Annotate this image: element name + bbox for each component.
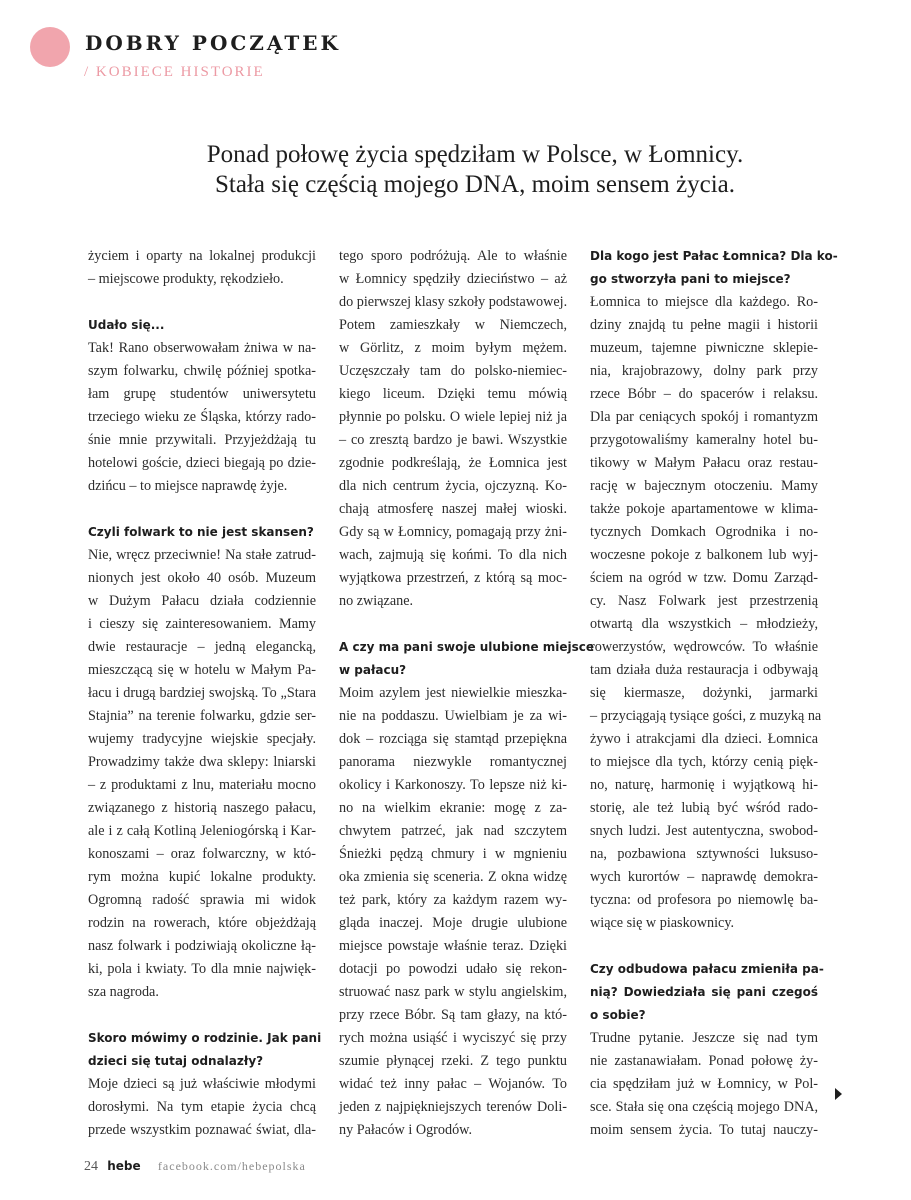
pullquote-line: Ponad połowę życia spędziłam w Polsce, w Łomnicy. (206, 141, 744, 168)
text-line: nia, krajobrazowy, dolny park przy (590, 363, 818, 379)
text-line: panorama niezwykle romantycznej (339, 754, 567, 770)
question-line: go stworzyła pani to miejsce? (590, 272, 791, 286)
article-column-1 (88, 245, 322, 1142)
text-line: oka zmienia się sceneria. Z okna widzę (339, 869, 567, 885)
text-line: Gdy są w Łomnicy, pomagają przy żni- (339, 524, 567, 540)
text-line: dwie restauracje – jedną elegancką, (88, 639, 316, 655)
text-line: Trudne pytanie. Jeszcze się nad tym (590, 1030, 818, 1046)
question-line: dzieci się tutaj odnalazły? (88, 1054, 264, 1068)
text-line: w Görlitz, z moim byłym mężem. (339, 340, 567, 356)
text-line: Moim azylem jest niewielkie mieszka- (339, 685, 567, 701)
text-line: dok – rozciąga się stamtąd przepiękna (339, 731, 567, 747)
text-line: też park, który za każdym razem wy- (339, 892, 567, 908)
text-line: tyczna: od profesora po niemowlę ba- (590, 892, 818, 908)
text-line: dotacji po powodzi udało się rekon- (339, 961, 567, 977)
text-line: rych można usiąść i wyciszyć się przy (339, 1030, 567, 1046)
text-line: żywo i atrakcjami dla dzieci. Łomnica (590, 731, 818, 747)
text-line: ny Pałaców i Ogrodów. (339, 1122, 473, 1138)
text-line: ki, pola i kwiaty. To dla mnie najwięk- (88, 961, 316, 977)
text-line: przy rzece Bóbr. Są tam głazy, na któ- (339, 1007, 567, 1023)
text-line: storię, ale też lubią być wśród rado- (590, 800, 818, 816)
text-line: Tak! Rano obserwowałam żniwa w na- (88, 340, 316, 356)
text-line: Potem zamieszkały w Niemczech, (339, 317, 567, 333)
text-line: okolicy i Karkonoszy. To lepsze niż ki- (339, 777, 567, 793)
text-line: Dla par ceniących spokój i romantyzm (590, 409, 818, 425)
text-line: do pierwszej klasy szkoły podstawowej. (339, 294, 568, 310)
text-line: rym można kupić lokalne produkty. (88, 869, 316, 885)
text-line: wych kurortów – naprawdę demokra- (590, 869, 818, 885)
text-line: Nie, wręcz przeciwnie! Na stałe zatrud- (88, 547, 316, 563)
text-line: także pokoje apartamentowe w klima- (590, 501, 818, 517)
question-line: o sobie? (590, 1008, 646, 1022)
text-line: rodzin na rowerach, które objeżdżają (88, 915, 316, 931)
text-line: tego sporo podróżują. Ale to właśnie (339, 248, 567, 264)
text-line: trzeciego wieku ze Śląska, którzy rado- (88, 409, 316, 425)
paragraph-gap (88, 1004, 316, 1027)
text-line: – z produktami z lnu, materiału mocno (88, 777, 316, 793)
question-line: Udało się... (88, 318, 165, 332)
question-line: Czyli folwark to nie jest skansen? (88, 525, 314, 539)
paragraph-gap (590, 935, 818, 958)
decorative-circle (30, 27, 70, 67)
text-line: miejsce powstaje właśnie teraz. Dzięki (339, 938, 567, 954)
text-line: dzińcu – to miejsce naprawdę żyje. (88, 478, 288, 494)
text-line: hotelowi goście, dzieci biegają po dzie- (88, 455, 316, 471)
text-line: ale i z całą Kotliną Jeleniogórską i Kar- (88, 823, 316, 839)
text-line: wujemy tradycyjne wiejskie specjały. (88, 731, 316, 747)
brand-logo: hebe (107, 1159, 141, 1173)
question-line: Skoro mówimy o rodzinie. Jak pani (88, 1031, 322, 1045)
text-line: ściem na ogród w tzw. Domu Zarząd- (590, 570, 818, 586)
text-line: łam grupę studentów uniwersytetu (88, 386, 316, 402)
question-line: Dla kogo jest Pałac Łomnica? Dla ko- (590, 249, 838, 263)
text-line: nie zastanawiałam. Ponad połowę ży- (590, 1053, 818, 1069)
text-line: przede wszystkim poznawać świat, dla- (88, 1122, 316, 1138)
text-line: no, naturę, harmonię i wyjątkową hi- (590, 777, 818, 793)
text-line: – przyciągają tysiące gości, z muzyką na (590, 708, 822, 724)
text-line: tam działa duża restauracja i odbywają (590, 662, 818, 678)
text-line: sza nagroda. (88, 984, 159, 1000)
page-number: 24 (84, 1159, 98, 1174)
text-line: w Łomnicy spędziły dzieciństwo – aż (339, 271, 567, 287)
text-line: nionych jest około 40 osób. Muzeum (88, 570, 316, 586)
text-line: kiego liceum. Dzięki temu mówią (339, 386, 567, 402)
pullquote (130, 140, 820, 200)
text-line: cy. Nasz Folwark jest przestrzenią (590, 593, 818, 609)
text-line: chają atmosferę naszej małej wioski. (339, 501, 567, 517)
question-line: Czy odbudowa pałacu zmieniła pa- (590, 962, 824, 976)
text-line: Łomnica to miejsce dla każdego. Ro- (590, 294, 818, 310)
text-line: moim sensem życia. To tutaj nauczy- (590, 1122, 818, 1138)
text-line: związanego z historią naszego pałacu, (88, 800, 316, 816)
text-line: – co zresztą bardzo je bawi. Wszystkie (339, 432, 567, 448)
text-line: to miejsce dla tych, którzy cenią pięk- (590, 754, 818, 770)
text-line: Uczęszczały tam do polsko-niemiec- (339, 363, 567, 379)
text-line: snych ludzi. Jest autentyczna, swobod- (590, 823, 818, 839)
text-line: dorosłymi. Na tym etapie życia chcą (88, 1099, 316, 1115)
text-line: woczesne pokoje z balkonem lub wyj- (590, 547, 818, 563)
text-line: w Dużym Pałacu działa codziennie (88, 593, 316, 609)
text-line: Stajnia” na terenie folwarku, gdzie ser- (88, 708, 316, 724)
article-column-3 (590, 245, 838, 1142)
page-footer (84, 1158, 306, 1175)
text-line: nie na poddaszu. Uwielbiam je za wi- (339, 708, 567, 724)
text-line: chwytem patrzeć, jak nad szczytem (339, 823, 567, 839)
text-line: łacu i drugą bardziej swojską. To „Stara (88, 685, 316, 701)
text-line: tycznych Domkach Ogrodnika i no- (590, 524, 818, 540)
text-line: rzece Bóbr – do spacerów i relaksu. (590, 386, 818, 402)
text-line: jeden z najpiękniejszych terenów Doli- (339, 1099, 567, 1115)
text-line: szym folwarku, chwilę później spotka- (88, 363, 316, 379)
section-subtitle: / KOBIECE HISTORIE (84, 64, 265, 80)
text-line: rowerzystów, wędrowców. To właśnie (590, 639, 818, 655)
text-line: widać też inny pałac – Wojanów. To (339, 1076, 567, 1092)
text-line: Ogromną radość sprawia mi widok (88, 892, 316, 908)
text-line: Śnieżki pędzą chmury i w mgnieniu (339, 846, 567, 862)
text-line: rację w bajecznym otoczeniu. Mamy (590, 478, 818, 494)
text-line: no związane. (339, 593, 414, 609)
text-line: się kiermasze, dożynki, jarmarki (590, 685, 818, 701)
text-line: przygotowaliśmy kameralny hotel bu- (590, 432, 818, 448)
pullquote-line: Stała się częścią mojego DNA, moim sensem życia. (215, 171, 735, 198)
text-line: nasz folwark i podziwiają okoliczne łą- (88, 938, 316, 954)
text-line: zgodnie podkreślają, że Łomnica jest (339, 455, 567, 471)
text-line: – miejscowe produkty, rękodzieło. (88, 271, 284, 287)
text-line: gląda inaczej. Moje drugie ulubione (339, 915, 567, 931)
question-line: nią? Dowiedziała się pani czegoś (590, 985, 818, 999)
text-line: wyjątkowa przestrzeń, z którą są moc- (339, 570, 567, 586)
text-line: dla nich centrum życia, ojczyzną. Ko- (339, 478, 567, 494)
text-line: płynnie po polsku. O wiele lepiej niż ja (339, 409, 567, 425)
text-line: wiące się w piaskownicy. (590, 915, 735, 931)
text-line: no na wielkim ekranie: mogę z za- (339, 800, 567, 816)
text-line: i cieszy się zainteresowaniem. Mamy (88, 616, 316, 632)
text-line: Moje dzieci są już właściwie młodymi (88, 1076, 316, 1092)
section-title: DOBRY POCZĄTEK (85, 31, 341, 55)
text-line: wach, zajmują się końmi. To dla nich (339, 547, 567, 563)
text-line: struować nasz park w stylu angielskim, (339, 984, 567, 1000)
continue-arrow-icon (835, 1088, 842, 1100)
paragraph-gap (88, 291, 316, 314)
text-line: mieszczącą się w hotelu w Małym Pa- (88, 662, 316, 678)
question-line: A czy ma pani swoje ulubione miejsce (339, 640, 595, 654)
text-line: cia spędziłam już w Łomnicy, w Pol- (590, 1076, 818, 1092)
text-line: życiem i oparty na lokalnej produkcji (88, 248, 316, 264)
article-column-2 (339, 245, 595, 1142)
text-line: konoszami – oraz folwarczny, w któ- (88, 846, 316, 862)
question-line: w pałacu? (339, 663, 407, 677)
text-line: sce. Stała się ona częścią mojego DNA, (590, 1099, 818, 1115)
text-line: na, pozbawiona sztywności luksuso- (590, 846, 818, 862)
text-line: tikowy w Małym Pałacu oraz restau- (590, 455, 818, 471)
text-line: muzeum, tajemne piwniczne sklepie- (590, 340, 818, 356)
text-line: otwartą dla wszystkich – młodzieży, (590, 616, 818, 632)
text-line: dziny znajdą tu pełne magii i historii (590, 317, 818, 333)
paragraph-gap (339, 613, 567, 636)
text-line: Prowadzimy także dwa sklepy: lniarski (88, 754, 316, 770)
paragraph-gap (88, 498, 316, 521)
footer-website: facebook.com/hebepolska (157, 1159, 306, 1173)
text-line: śnie mnie przywitali. Przyjeżdżają tu (88, 432, 316, 448)
text-line: szumie płynącej rzeki. Z tego punktu (339, 1053, 567, 1069)
